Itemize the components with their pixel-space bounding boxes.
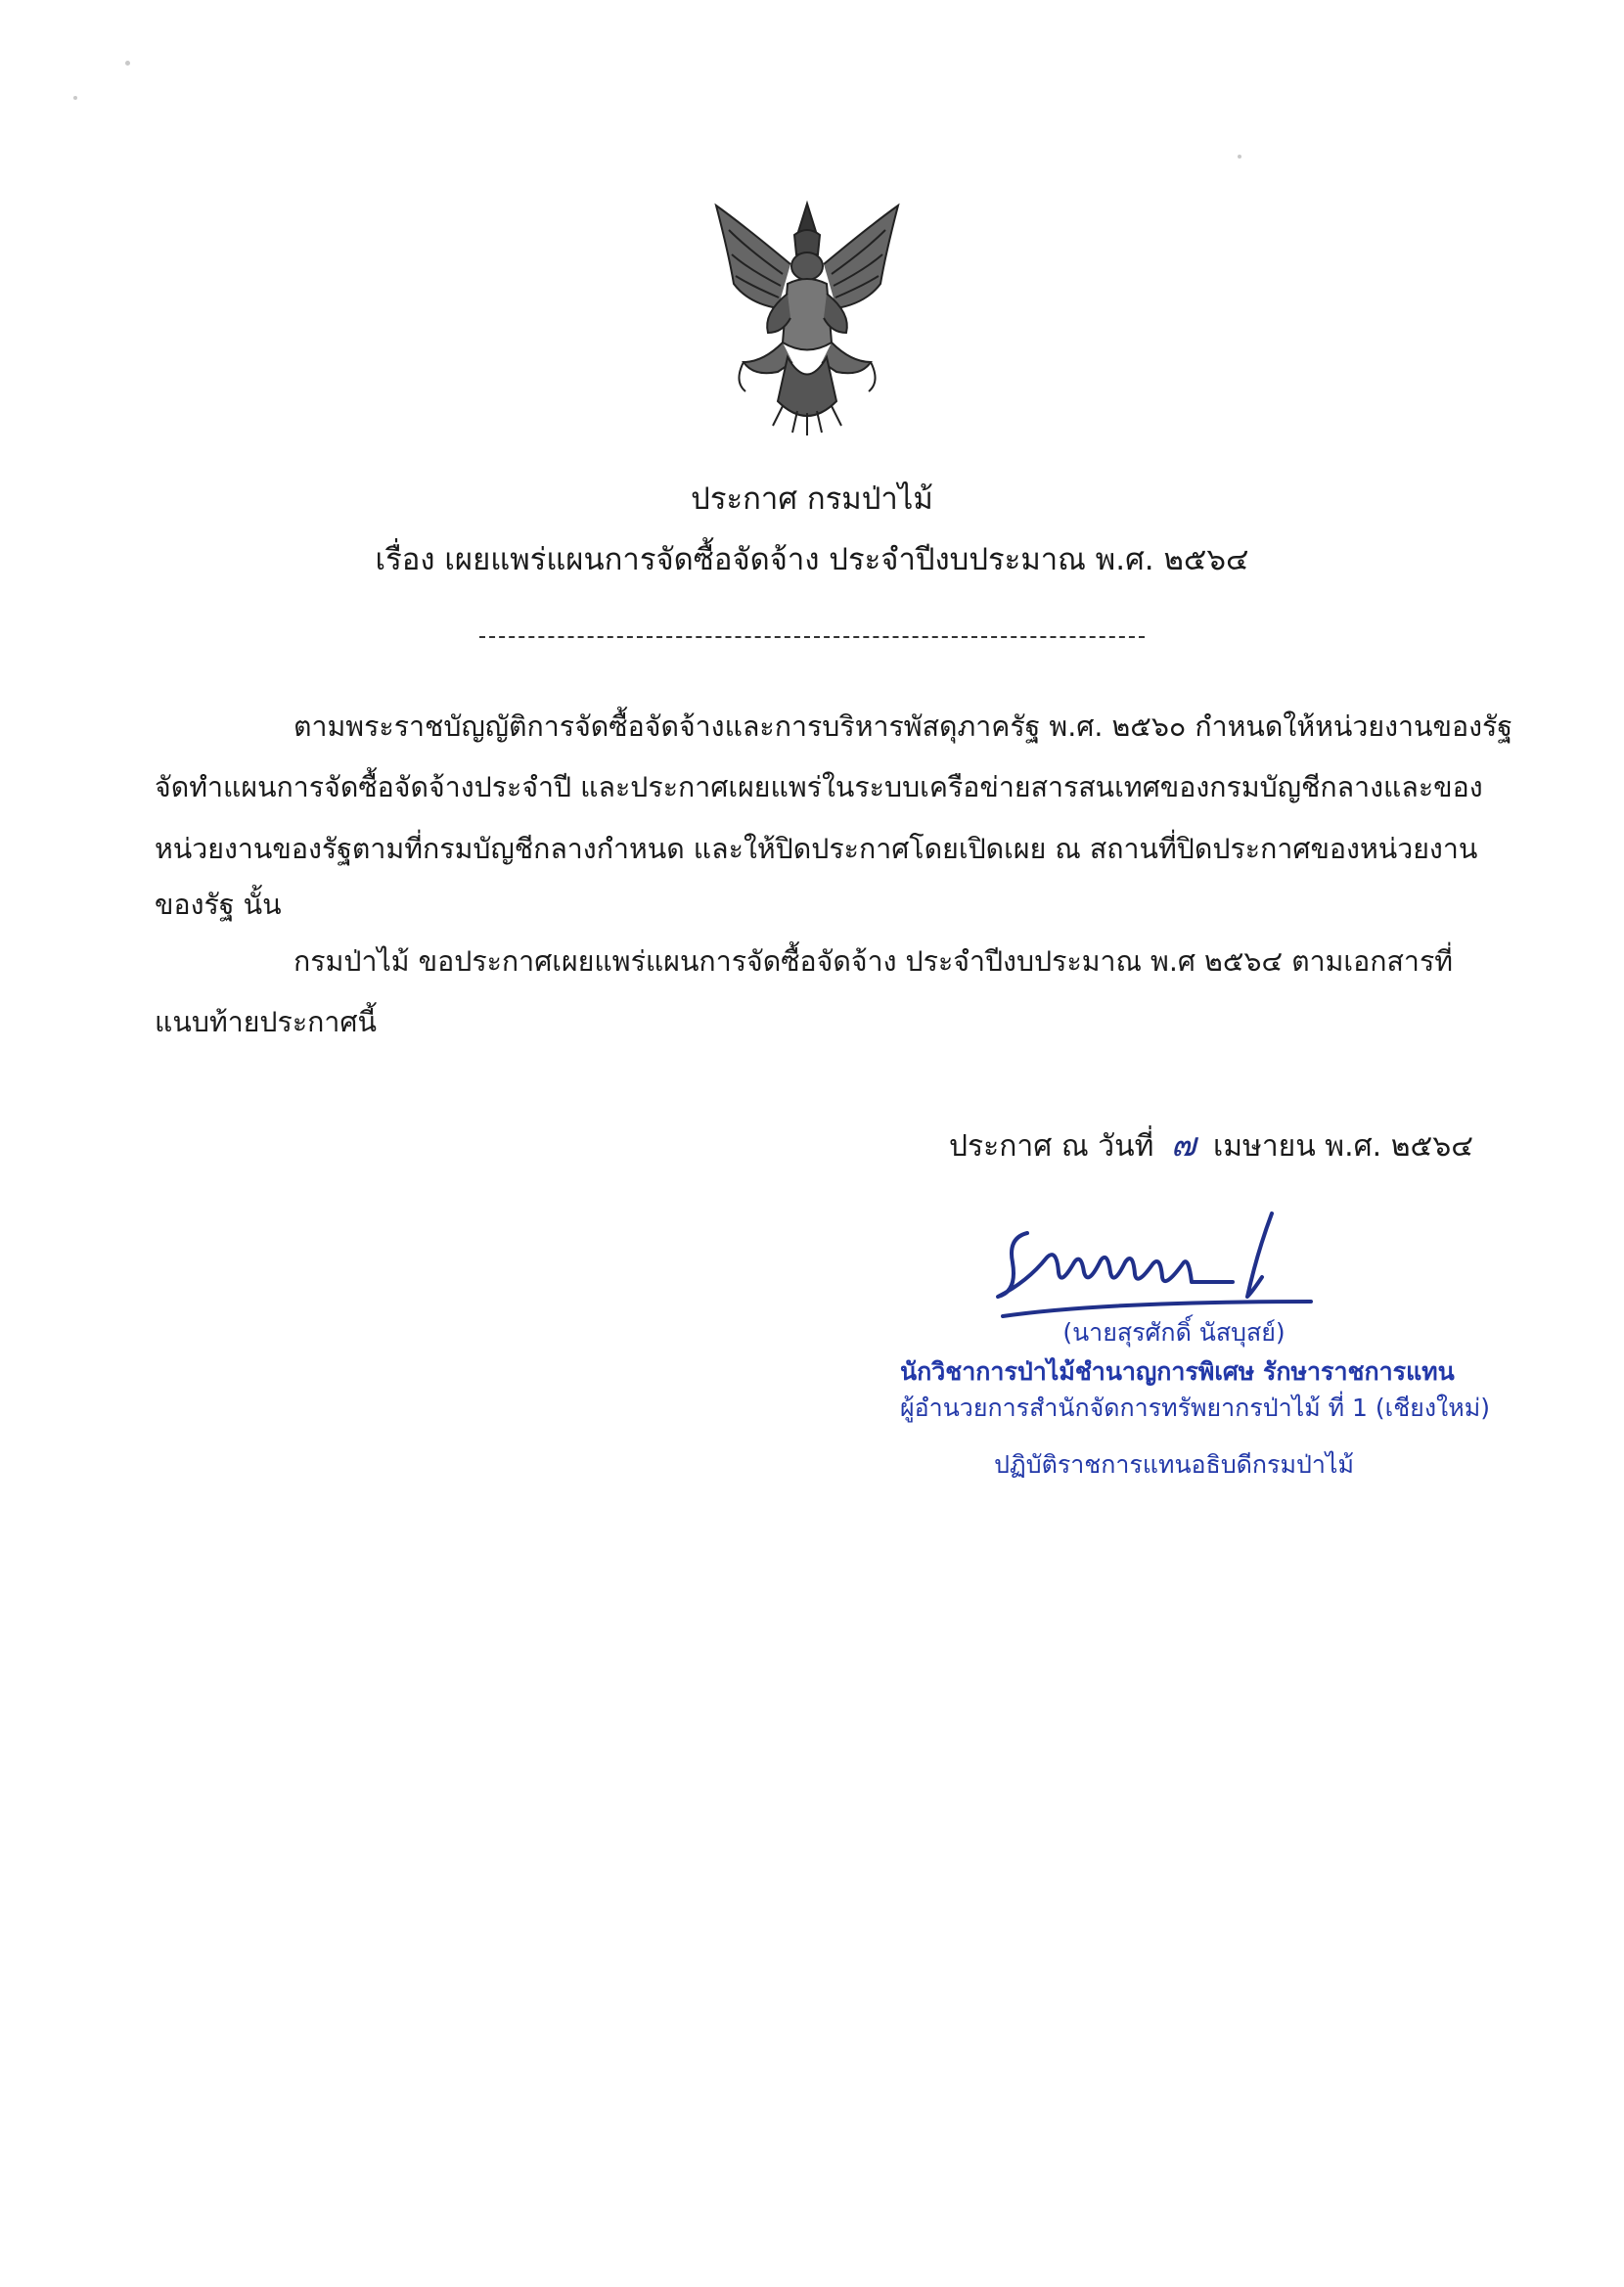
para1-line4: ของรัฐ นั้น	[155, 889, 282, 921]
scan-speck	[125, 61, 130, 66]
signatory-title-3: ปฏิบัติราชการแทนอธิบดีกรมป่าไม้	[994, 1450, 1354, 1479]
date-suffix: เมษายน พ.ศ. ๒๕๖๔	[1213, 1129, 1473, 1164]
scan-speck	[1238, 155, 1241, 159]
date-day-handwritten: ๗	[1170, 1125, 1196, 1165]
para1-line2: จัดทำแผนการจัดซื้อจัดจ้างประจำปี และประกาศเผยแพร่ในระบบเครือข่ายสารสนเทศของกรมบัญชีกลางและของ	[155, 771, 1483, 803]
scan-speck	[73, 96, 77, 100]
signatory-name: (นายสุรศักดิ์ นัสบุสย์)	[1062, 1318, 1286, 1347]
para1-line1: ตามพระราชบัญญัติการจัดซื้อจัดจ้างและการบริหารพัสดุภาครัฐ พ.ศ. ๒๕๖๐ กำหนดให้หน่วยงานของรัฐ	[293, 710, 1513, 743]
date-prefix: ประกาศ ณ วันที่	[949, 1129, 1154, 1164]
para2-line1: กรมป่าไม้ ขอประกาศเผยแพร่แผนการจัดซื้อจัดจ้าง ประจำปีงบประมาณ พ.ศ ๒๕๖๔ ตามเอกสารที่	[293, 945, 1454, 978]
announcement-date	[949, 1125, 1473, 1166]
announcement-title: ประกาศ กรมป่าไม้	[691, 481, 933, 517]
garuda-emblem	[704, 196, 910, 440]
signatory-title-2: ผู้อำนวยการสำนักจัดการทรัพยากรป่าไม้ ที่ 1 (เชียงใหม่)	[900, 1394, 1490, 1422]
signatory-title-1: นักวิชาการป่าไม้ชำนาญการพิเศษ รักษาราชการแทน	[900, 1357, 1455, 1386]
separator-line	[479, 636, 1145, 638]
para1-line3: หน่วยงานของรัฐตามที่กรมบัญชีกลางกำหนด และให้ปิดประกาศโดยเปิดเผย ณ สถานที่ปิดประกาศของหน่วยงาน	[155, 833, 1478, 865]
para2-line2: แนบท้ายประกาศนี้	[155, 1006, 377, 1038]
handwritten-signature	[988, 1204, 1321, 1331]
announcement-subject: เรื่อง เผยแพร่แผนการจัดซื้อจัดจ้าง ประจำปีงบประมาณ พ.ศ. ๒๕๖๔	[375, 542, 1249, 577]
